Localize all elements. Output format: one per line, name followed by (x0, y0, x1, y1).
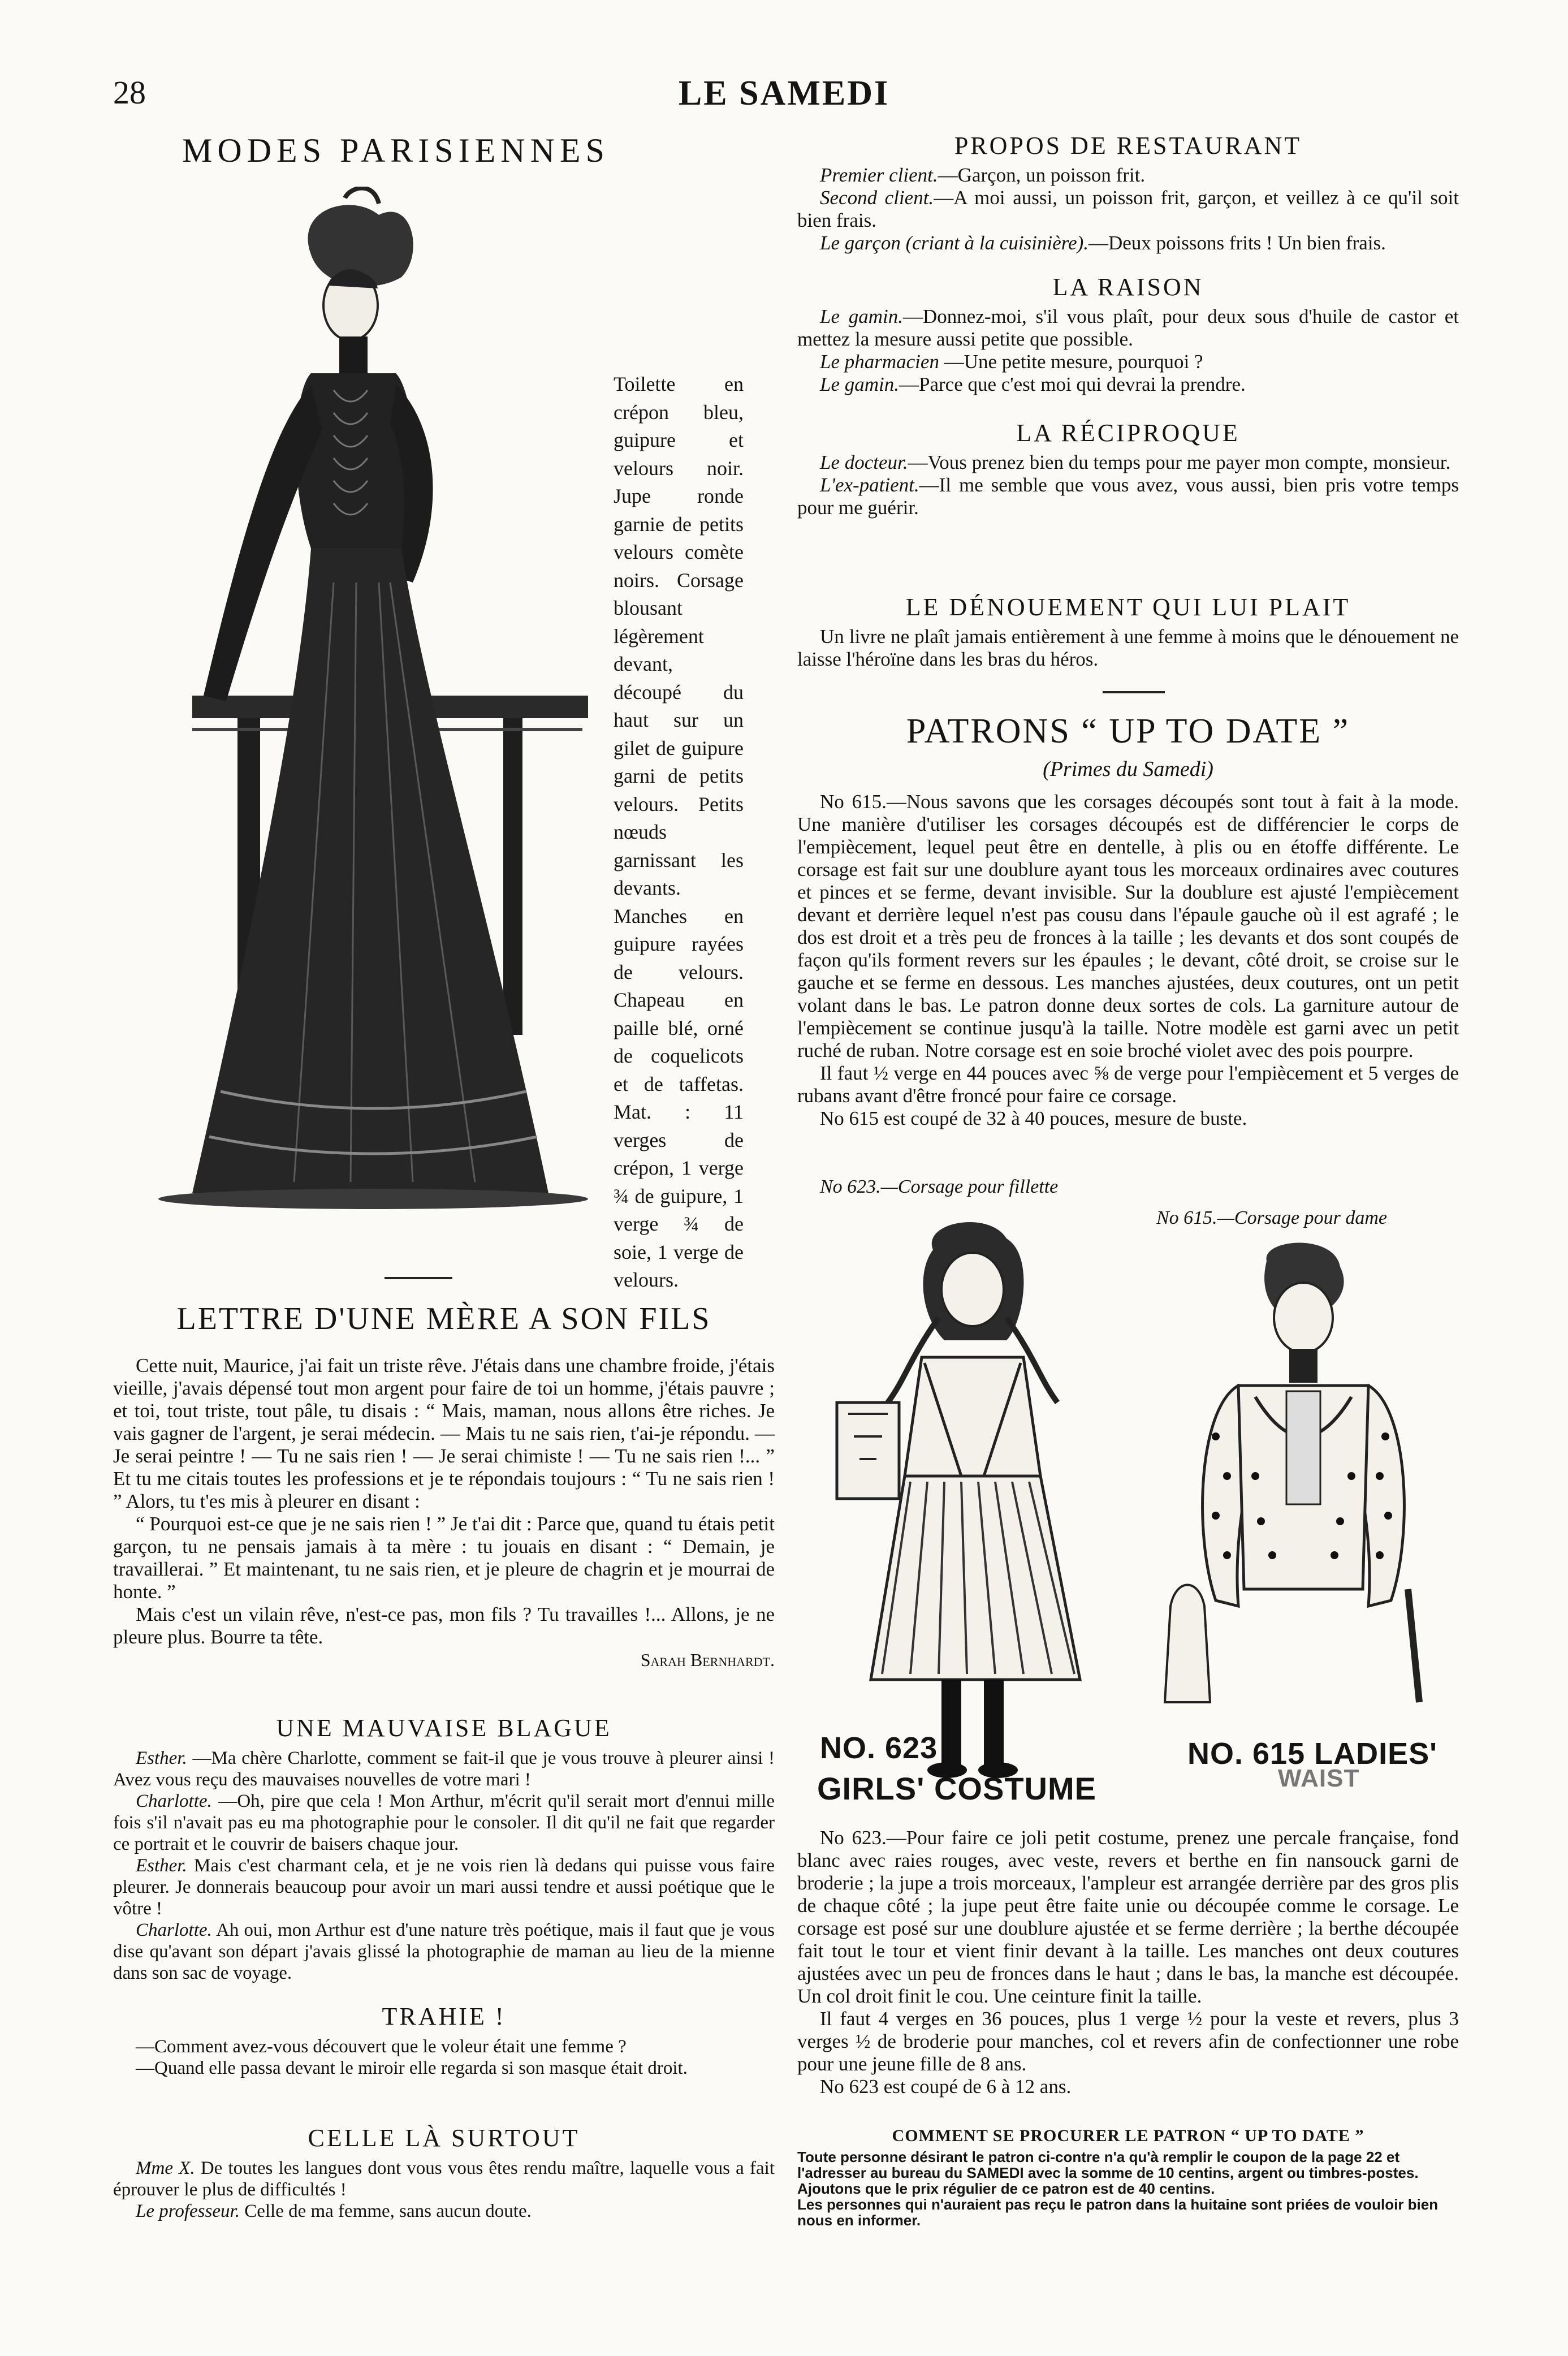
dialogue-line: —Oh, pire que cela ! Mon Arthur, m'écrit qu'il serait mort d'ennui mille fois s'il n'avait pas eu ma photographie pour le consoler. Il dit qu'il ne fait que regarder ce portrait et le couvrir de baisers chaque jour. (113, 1791, 775, 1854)
speaker: Le docteur. (820, 451, 908, 473)
speaker: Le gamin. (820, 373, 899, 395)
page-number: 28 (113, 74, 146, 111)
trahie-body (113, 2036, 775, 2079)
raison-title: LA RAISON (1052, 273, 1204, 301)
trahie-title: TRAHIE ! (382, 2003, 506, 2030)
speaker: Charlotte. (136, 1791, 212, 1811)
patrons-subtitle: (Primes du Samedi) (1043, 757, 1213, 781)
dialogue-line: Mais c'est charmant cela, et je ne vois rien là dedans qui puisse vous faire pleurer. Je donnerais beaucoup pour avoir un mari aussi tendre et aussi poétique que le vôtre ! (113, 1856, 775, 1919)
patrons-paragraph: No 623.—Pour faire ce joli petit costume, prenez une percale française, fond blanc avec raies rouges, avec veste, revers et berthe en fin nansouck garni de broderie ; la jupe a trois morceaux, l'ampleur est arrangée derrière par des gros plis de chaque côté ; la jupe peut être faite unie ou découpée comme le corsage. Le corsage est posé sur une doublure ajustée et se ferme derrière ; la berthe découpée fait tout le tour et vient finir devant à la taille. Les manches ont deux coutures ajustées avec un peu de fronces dans le haut ; dans le bas, la manche est découpée. Un col droit finit le cou. Une ceinture finit la taille. (797, 1827, 1459, 2007)
notice-body (797, 2149, 1459, 2228)
lettre-body (113, 1354, 775, 1671)
patrons-title: PATRONS “ UP TO DATE ” (906, 712, 1350, 750)
speaker: Le professeur. (136, 2201, 240, 2221)
fig-caption-623: No 623.—Corsage pour fillette (820, 1176, 1059, 1197)
speaker: Le garçon (criant à la cuisinière). (820, 232, 1089, 254)
denouement-body (797, 625, 1459, 671)
speaker: Le gamin. (820, 305, 904, 327)
divider (385, 1277, 452, 1279)
blague-title: UNE MAUVAISE BLAGUE (276, 1714, 612, 1742)
woman-at-table-engraving (107, 187, 588, 1210)
patrons-paragraph: Il faut ½ verge en 44 pouces avec ⅝ de verge pour l'empiècement et 5 verges de rubans avant d'être froncé pour faire ce corsage. (797, 1062, 1459, 1107)
speaker: Premier client. (820, 164, 938, 186)
dialogue-line: De toutes les langues dont vous vous êtes rendu maître, laquelle vous a fait éprouver le plus de difficultés ! (113, 2158, 775, 2200)
raison-body (797, 305, 1459, 396)
lettre-signature: Sarah Bernhardt. (640, 1650, 775, 1670)
speaker: Second client. (820, 187, 934, 209)
surtout-title: CELLE LÀ SURTOUT (308, 2124, 580, 2152)
restaurant-title: PROPOS DE RESTAURANT (954, 132, 1302, 159)
dialogue-line: —Quand elle passa devant le miroir elle regarda si son masque était droit. (136, 2058, 688, 2078)
label-623-number: NO. 623 (820, 1731, 938, 1765)
dialogue-line: —Parce que c'est moi qui devrai la prendre. (899, 373, 1246, 395)
dialogue-line: —Il me semble que vous avez, vous aussi, bien pris votre temps pour me guérir. (797, 474, 1459, 519)
patrons-paragraph: No 615 est coupé de 32 à 40 pouces, mesure de buste. (820, 1107, 1247, 1129)
dialogue-line: —Comment avez-vous découvert que le voleur était une femme ? (136, 2036, 627, 2057)
toilette-caption: Toilette en crépon bleu, guipure et velours noir. Jupe ronde garnie de petits velours comète noirs. Corsage blousant légèrement devant, découpé du haut sur un gilet de guipure garni de petits velours. Petits nœuds garnissant les devants. Manches en guipure rayées de velours. Chapeau en paille blé, orné de coquelicots et de taffetas. Mat. : 11 verges de crépon, 1 verge ¾ de guipure, 1 verge ¾ de soie, 1 verge de velours. (614, 373, 744, 1291)
denouement-text: Un livre ne plaît jamais entièrement à une femme à moins que le dénouement ne laisse l'héroïne dans les bras du héros. (797, 625, 1459, 670)
patrons-paragraph: No 623 est coupé de 6 à 12 ans. (820, 2075, 1072, 2098)
notice-paragraph: Ajoutons que le prix régulier de ce patron est de 40 centins. (797, 2180, 1215, 2197)
lettre-paragraph: “ Pourquoi est-ce que je ne sais rien ! ” Je t'ai dit : Parce que, quand tu étais petit garçon, tu ne pensais jamais à ta mère : tu jouais en disant : “ Demain, je travaillerai. ” Et maintenant, tu ne sais rien, et je pleure de chagrin et je mourrai de honte. ” (113, 1513, 775, 1603)
dialogue-line: —Vous prenez bien du temps pour me payer mon compte, monsieur. (908, 451, 1451, 473)
girl-costume-engraving (820, 1210, 1131, 1787)
reciproque-body (797, 451, 1459, 519)
dialogue-line: Ah oui, mon Arthur est d'une nature très poétique, mais il faut que je vous dise qu'avant son départ j'avais glissé la photographie de maman au lieu de la mienne dans son sac de voyage. (113, 1920, 775, 1983)
patrons-paragraph: No 615.—Nous savons que les corsages découpés sont tout à fait à la mode. Une manière d'utiliser les corsages découpés est de différencier le corps de l'empiècement, lequel peut être en dentelle, à plis ou en étoffe différente. Le corsage est fait sur une doublure ayant tous les morceaux ordinaires avec coutures et pinces et se ferme, devant invisible. Sur la doublure est ajusté l'empiècement devant et derrière lequel n'est pas cousu dans l'épaule gauche où il est agrafé ; le dos est droit et a très peu de fronces à la taille ; les devants et dos sont coupés de façon qu'ils forment revers sur les épaules ; le devant, côté droit, se croise sur le gauche et se ferme en dessous. Les manches ajustées, deux coutures, ont un petit volant dans le bas. Le patron donne deux sortes de cols. La garniture autour de l'empiècement se continue jusqu'à la taille. Notre modèle est garni avec un petit ruché de ruban. Notre corsage est en soie broché violet avec des pois pourpre. (797, 791, 1459, 1062)
dialogue-line: —Ma chère Charlotte, comment se fait-il que je vous trouve à pleurer ainsi ! Avez vous reçu des mauvaises nouvelles de votre mari ! (113, 1748, 775, 1790)
notice-paragraph: Toute personne désirant le patron ci-contre n'a qu'à remplir le coupon de la page 22 et l'adresser au bureau du SAMEDI avec la somme de 10 centins, argent ou timbres-postes. (797, 2148, 1419, 2181)
dialogue-line: —A moi aussi, un poisson frit, garçon, et veillez à ce qu'il soit bien frais. (797, 187, 1459, 231)
speaker: Esther. (136, 1748, 187, 1768)
divider (1103, 691, 1165, 693)
patrons-paragraph: Il faut 4 verges en 36 pouces, plus 1 verge ½ pour la veste et revers, plus 3 verges ½ de broderie pour manches, col et revers afin de confectionner une robe pour une jeune fille de 8 ans. (797, 2008, 1459, 2075)
running-title: LE SAMEDI (678, 74, 890, 113)
speaker: Charlotte. (136, 1920, 212, 1940)
dialogue-line: —Garçon, un poisson frit. (938, 164, 1146, 186)
label-623-name: GIRLS' COSTUME (817, 1771, 1096, 1806)
speaker: L'ex-patient. (820, 474, 919, 496)
lettre-paragraph: Mais c'est un vilain rêve, n'est-ce pas, mon fils ? Tu travailles !... Allons, je ne pleure plus. Bourre ta tête. (113, 1603, 775, 1648)
dialogue-line: —Deux poissons frits ! Un bien frais. (1088, 232, 1386, 254)
speaker: Esther. (136, 1856, 187, 1876)
label-615: NO. 615 LADIES' (1187, 1737, 1437, 1771)
patrons-body (797, 791, 1459, 1130)
label-615-waist: WAIST (1278, 1764, 1360, 1792)
dialogue-line: —Donnez-moi, s'il vous plaît, pour deux sous d'huile de castor et mettez la mesure aussi petite que possible. (797, 305, 1459, 350)
modes-title: MODES PARISIENNES (182, 132, 610, 169)
blague-body (113, 1747, 775, 1984)
denouement-title: LE DÉNOUEMENT QUI LUI PLAIT (905, 593, 1351, 621)
dialogue-line: —Une petite mesure, pourquoi ? (944, 351, 1203, 373)
patrons-623-body (797, 1827, 1459, 2098)
restaurant-body (797, 164, 1459, 254)
surtout-body (113, 2157, 775, 2222)
speaker: Le pharmacien (820, 351, 939, 373)
lettre-paragraph: Cette nuit, Maurice, j'ai fait un triste rêve. J'étais dans une chambre froide, j'étais vieille, j'avais dépensé tout mon argent pour faire de toi un homme, j'étais pauvre ; et toi, tout triste, tout pâle, tu disais : “ Mais, maman, nous allons être riches. Je vais gagner de l'argent, je serai médecin. — Mais tu ne sais rien, t'ai-je répondu. — Je serai peintre ! — Tu ne sais rien ! — Je serai chimiste ! — Tu ne sais rien !... ” Et tu me citais toutes les professions et je te répondais toujours : “ Tu ne sais rien ! ” Alors, tu t'es mis à pleurer en disant : (113, 1354, 775, 1512)
speaker: Mme X. (136, 2158, 195, 2178)
notice-title: COMMENT SE PROCURER LE PATRON “ UP TO DATE ” (892, 2126, 1364, 2145)
dialogue-line: Celle de ma femme, sans aucun doute. (244, 2201, 532, 2221)
lettre-title: LETTRE D'UNE MÈRE A SON FILS (176, 1301, 711, 1336)
reciproque-title: LA RÉCIPROQUE (1016, 419, 1240, 447)
notice-paragraph: Les personnes qui n'auraient pas reçu le patron dans la huitaine sont priées de vouloir bien nous en informer. (797, 2196, 1439, 2229)
fig-caption-615: No 615.—Corsage pour dame (1156, 1207, 1388, 1228)
ladies-waist-engraving (1154, 1239, 1448, 1747)
